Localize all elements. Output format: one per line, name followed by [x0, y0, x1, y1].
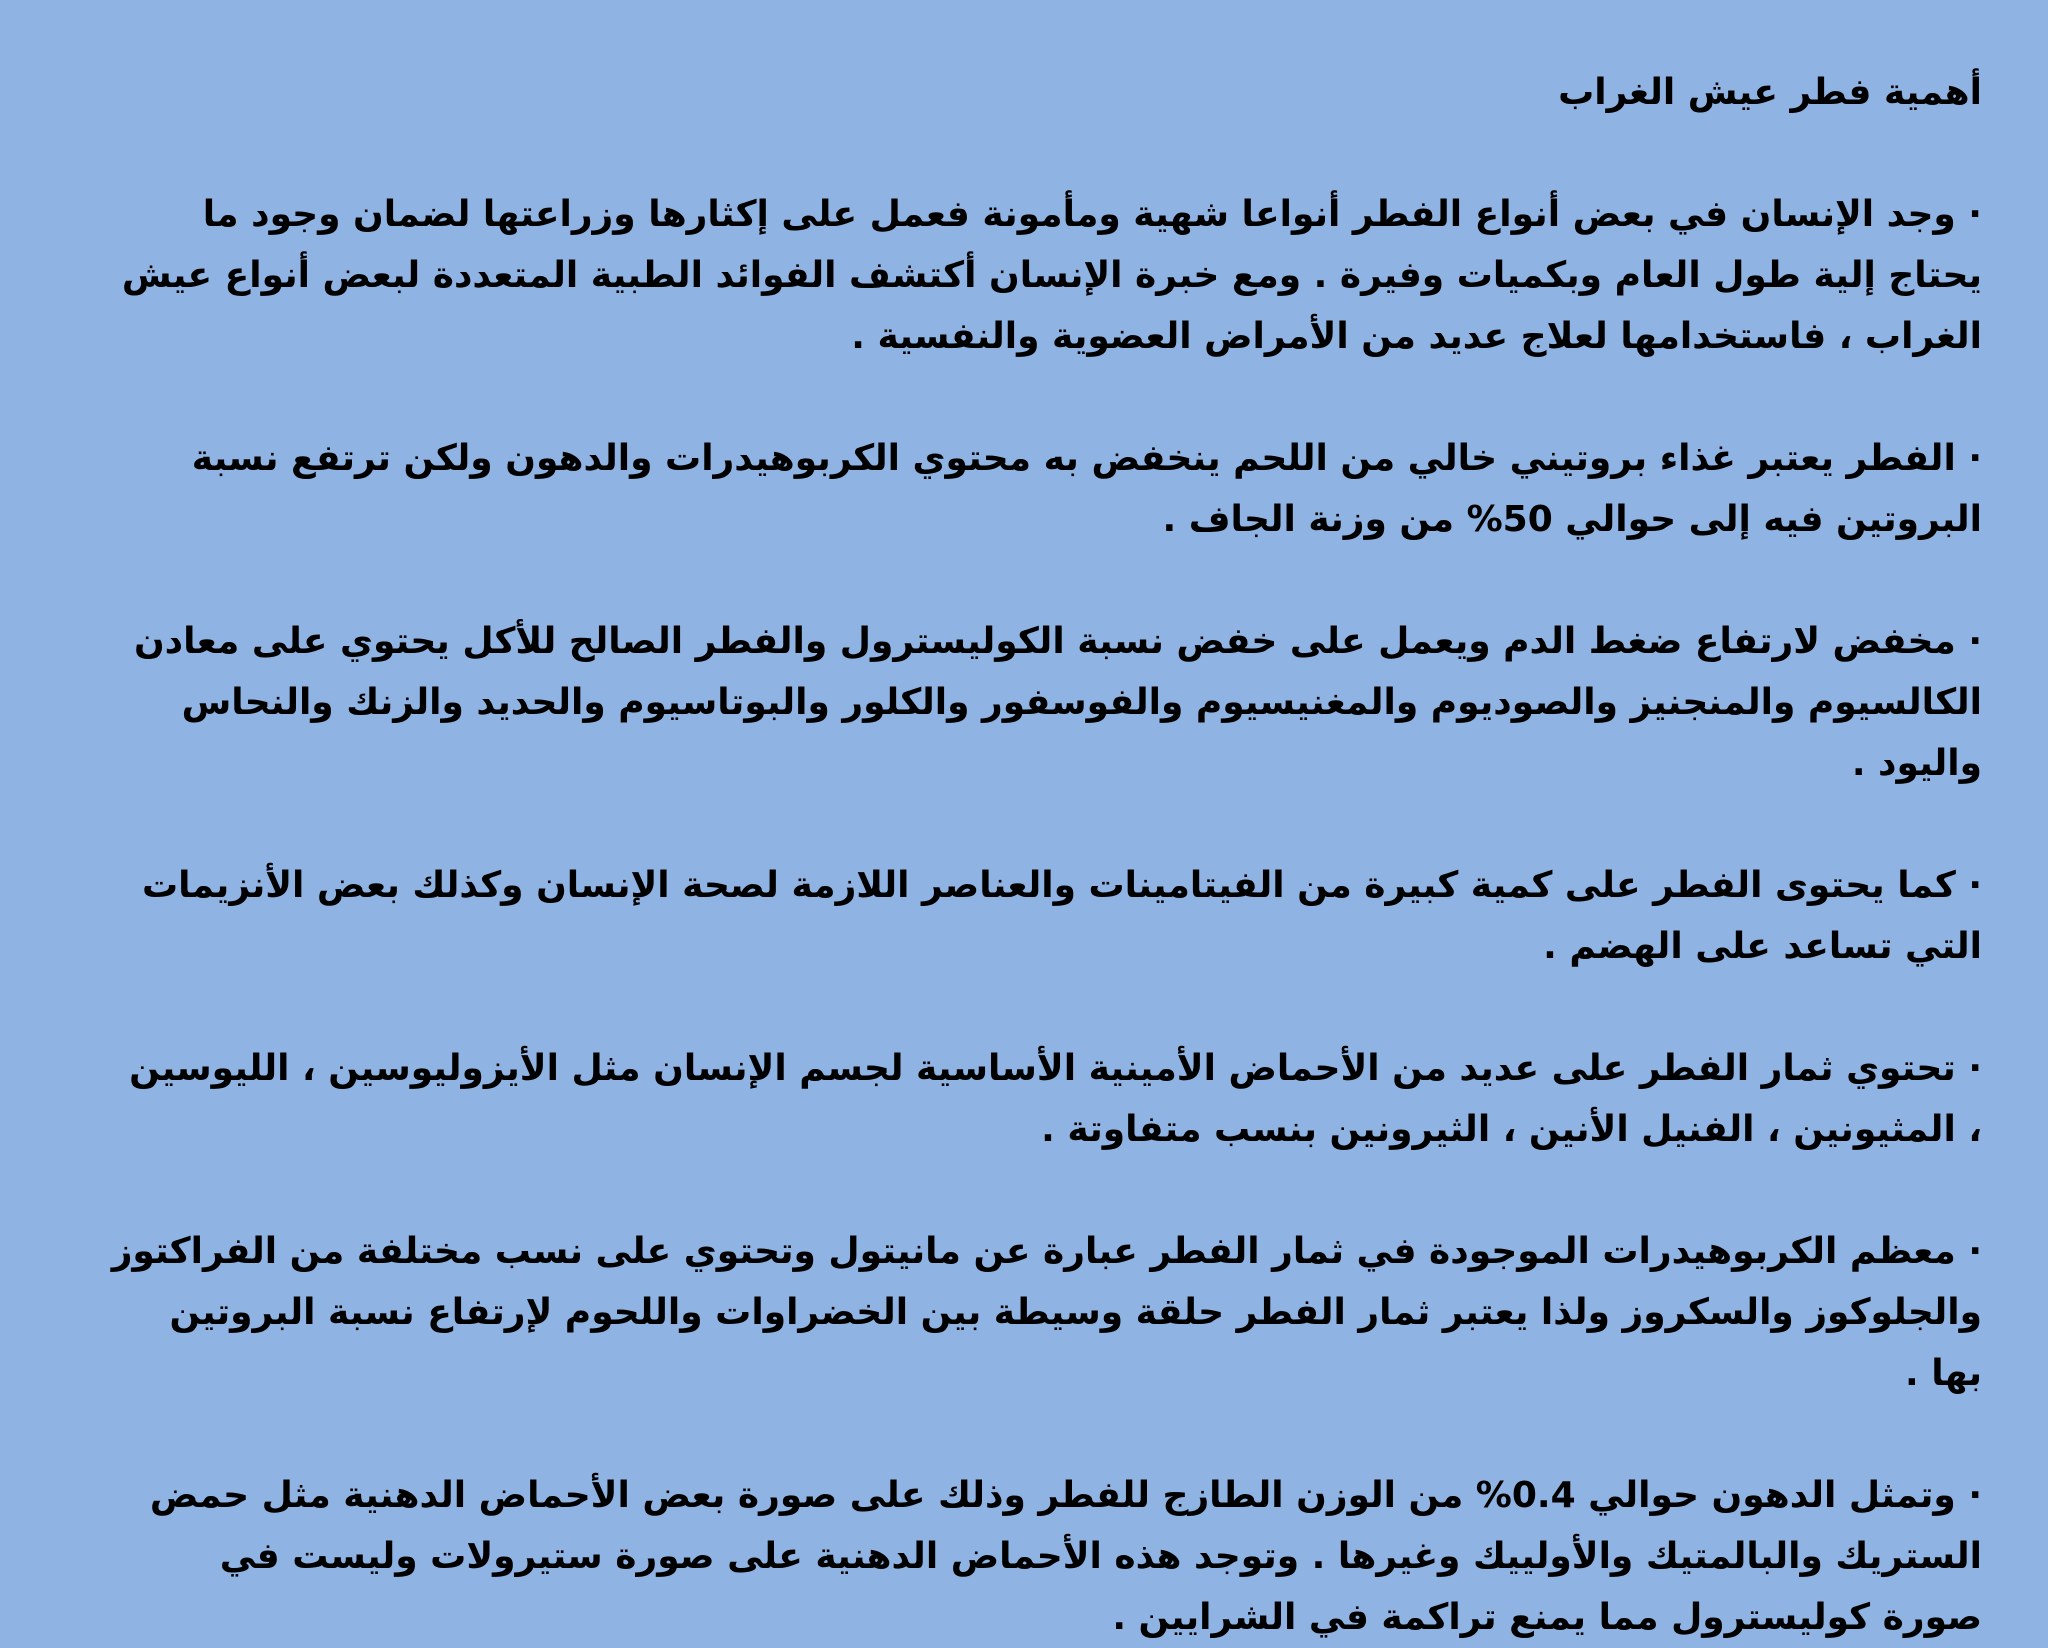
paragraph-vitamins: · كما يحتوى الفطر على كمية كبيرة من الفيتامينات والعناصر اللازمة لصحة الإنسان وكذلك بعض الأنزيمات التي تساعد على الهضم . [141, 865, 1982, 967]
slide-title: أهمية فطر عيش الغراب [1558, 72, 1982, 113]
paragraph-amino-acids: · تحتوي ثمار الفطر على عديد من الأحماض الأمينية الأساسية لجسم الإنسان مثل الأيزوليوسين ، الليوسين ، المثيونين ، الفنيل الأنين ، الثيرونين بنسب متفاوتة . [129, 1048, 1982, 1150]
paragraph-carbohydrates: · معظم الكربوهيدرات الموجودة في ثمار الفطر عبارة عن مانيتول وتحتوي على نسب مختلفة من الفراكتوز والجلوكوز والسكروز ولذا يعتبر ثمار الفطر حلقة وسيطة بين الخضراوات واللحوم لإرتفاع نسبة البروتين بها . [111, 1231, 1982, 1394]
slide-content [110, 62, 1982, 1648]
paragraph-minerals: · مخفض لارتفاع ضغط الدم ويعمل على خفض نسبة الكوليسترول والفطر الصالح للأكل يحتوي على معادن الكالسيوم والمنجنيز والصوديوم والمغنيسيوم والفوسفور والكلور والبوتاسيوم والحديد والزنك والنحاس واليود . [133, 621, 1982, 784]
paragraph-protein-content: · الفطر يعتبر غذاء بروتيني خالي من اللحم ينخفض به محتوي الكربوهيدرات والدهون ولكن ترتفع نسبة البروتين فيه إلى حوالي 50% من وزنة الجاف . [191, 438, 1982, 540]
paragraph-mushroom-cultivation: · وجد الإنسان في بعض أنواع الفطر أنواعا شهية ومأمونة فعمل على إكثارها وزراعتها لضمان وجود ما يحتاج إلية طول العام وبكميات وفيرة . ومع خبرة الإنسان أكتشف الفوائد الطبية المتعددة لبعض أنواع عيش الغراب ، فاستخدامها لعلاج عديد من الأمراض العضوية والنفسية . [121, 194, 1982, 357]
paragraph-fats: · وتمثل الدهون حوالي 0.4% من الوزن الطازج للفطر وذلك على صورة بعض الأحماض الدهنية مثل حمض الستريك والبالمتيك والأولييك وغيرها . وتوجد هذه الأحماض الدهنية على صورة ستيرولات وليست في صورة كوليسترول مما يمنع تراكمة في الشرايين . [149, 1475, 1982, 1638]
